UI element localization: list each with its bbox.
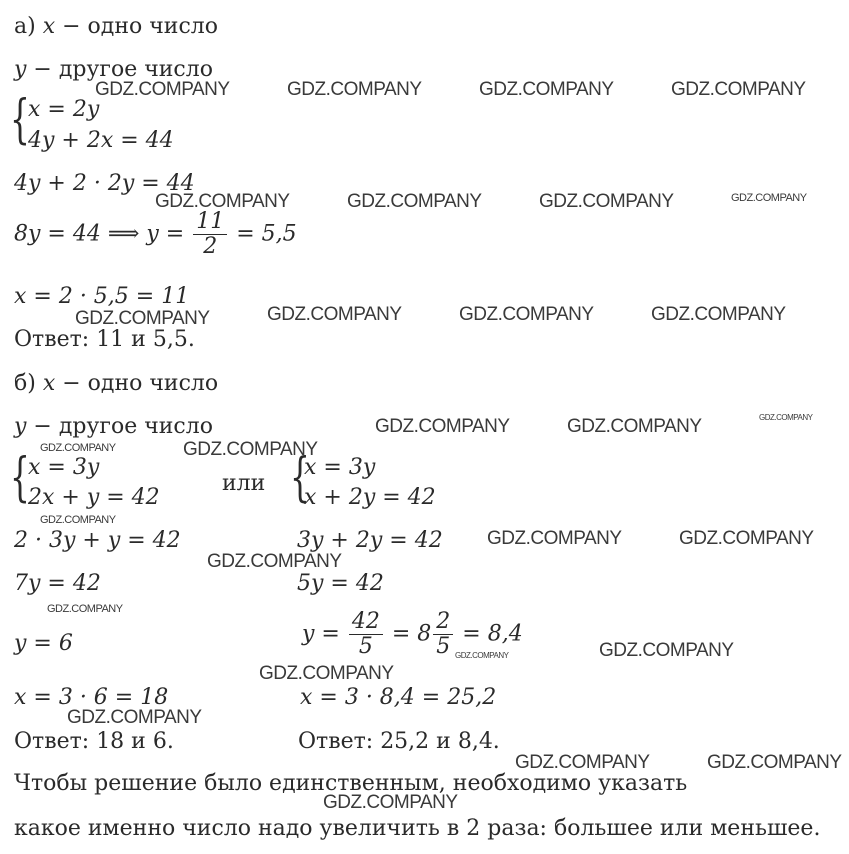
watermark: GDZ.COMPANY bbox=[651, 304, 786, 325]
mixed-fraction bbox=[433, 610, 453, 659]
part-a-step2-right: = 5,5 bbox=[236, 221, 297, 247]
watermark: GDZ.COMPANY bbox=[671, 79, 806, 100]
watermark: GDZ.COMPANY bbox=[599, 640, 734, 661]
var-y: y bbox=[14, 57, 27, 82]
part-b-right-step4: x = 3 · 8,4 = 25,2 bbox=[300, 685, 497, 710]
part-a-line2-text: − другое число bbox=[26, 57, 213, 82]
watermark: GDZ.COMPANY bbox=[707, 752, 842, 773]
watermark: GDZ.COMPANY bbox=[679, 528, 814, 549]
watermark: GDZ.COMPANY bbox=[759, 413, 813, 422]
part-a-label: а) bbox=[14, 14, 36, 39]
part-b-left-step3: y = 6 bbox=[14, 631, 73, 656]
part-a-system-eq1: x = 2y bbox=[28, 97, 100, 122]
part-b-left-step1: 2 · 3y + y = 42 bbox=[14, 528, 181, 553]
watermark: GDZ.COMPANY bbox=[259, 663, 394, 684]
part-b-right-system-eq2: x + 2y = 42 bbox=[304, 485, 436, 510]
part-a-step1: 4y + 2 · 2y = 44 bbox=[14, 171, 195, 196]
watermark: GDZ.COMPANY bbox=[40, 514, 116, 526]
watermark: GDZ.COMPANY bbox=[40, 442, 116, 454]
watermark: GDZ.COMPANY bbox=[455, 651, 509, 660]
part-b-line2-text: − другое число bbox=[26, 414, 213, 439]
part-b-right-step3-mid: = 8 bbox=[391, 621, 432, 647]
watermark: GDZ.COMPANY bbox=[479, 79, 614, 100]
var-x: x bbox=[42, 371, 56, 396]
fraction bbox=[193, 210, 227, 259]
part-a-system-eq2: 4y + 2x = 44 bbox=[28, 128, 174, 153]
part-b-right-step3-left: y = bbox=[302, 621, 340, 647]
part-b-right-step2: 5y = 42 bbox=[297, 571, 384, 596]
part-b-left-system-eq1: x = 3y bbox=[28, 455, 100, 480]
fraction-denominator: 5 bbox=[436, 634, 451, 659]
fraction-denominator: 5 bbox=[358, 634, 373, 659]
fraction-denominator: 2 bbox=[203, 234, 218, 259]
watermark: GDZ.COMPANY bbox=[47, 603, 123, 615]
system-brace: { bbox=[10, 90, 30, 150]
part-a-step2-left: 8y = 44 ⟹ y = bbox=[14, 221, 185, 247]
watermark: GDZ.COMPANY bbox=[183, 439, 318, 460]
part-b-left-answer: Ответ: 18 и 6. bbox=[14, 729, 174, 754]
fraction-numerator: 11 bbox=[193, 210, 227, 235]
fraction-numerator: 42 bbox=[349, 610, 383, 635]
part-a-answer: Ответ: 11 и 5,5. bbox=[14, 327, 195, 352]
part-b-label: б) bbox=[14, 371, 36, 396]
part-b-line1-text: − одно число bbox=[55, 371, 219, 396]
watermark: GDZ.COMPANY bbox=[375, 416, 510, 437]
system-brace: { bbox=[290, 448, 310, 508]
watermark: GDZ.COMPANY bbox=[459, 304, 594, 325]
part-a-step2 bbox=[14, 210, 297, 259]
watermark: GDZ.COMPANY bbox=[95, 79, 230, 100]
watermark: GDZ.COMPANY bbox=[487, 528, 622, 549]
watermark: GDZ.COMPANY bbox=[207, 551, 342, 572]
watermark: GDZ.COMPANY bbox=[731, 192, 807, 204]
or-word: или bbox=[222, 471, 266, 496]
part-b-left-system-eq2: 2x + y = 42 bbox=[28, 485, 160, 510]
part-a-line1 bbox=[14, 14, 218, 40]
part-b-right-step1: 3y + 2y = 42 bbox=[297, 528, 443, 553]
part-b-left-step2: 7y = 42 bbox=[14, 571, 101, 596]
watermark: GDZ.COMPANY bbox=[539, 191, 674, 212]
watermark: GDZ.COMPANY bbox=[287, 79, 422, 100]
part-b-left-step4: x = 3 · 6 = 18 bbox=[14, 685, 169, 710]
var-x: x bbox=[42, 14, 56, 39]
part-b-right-step3-right: = 8,4 bbox=[462, 621, 523, 647]
watermark: GDZ.COMPANY bbox=[155, 191, 290, 212]
watermark: GDZ.COMPANY bbox=[267, 304, 402, 325]
fraction bbox=[349, 610, 383, 659]
fraction-numerator: 2 bbox=[433, 610, 453, 635]
watermark: GDZ.COMPANY bbox=[515, 752, 650, 773]
watermark: GDZ.COMPANY bbox=[75, 308, 210, 329]
watermark: GDZ.COMPANY bbox=[67, 707, 202, 728]
part-b-line2 bbox=[14, 414, 213, 440]
watermark: GDZ.COMPANY bbox=[323, 792, 458, 813]
part-a-line1-text: − одно число bbox=[55, 14, 218, 39]
conclusion-line2: какое именно число надо увеличить в 2 раза: большее или меньшее. bbox=[14, 816, 821, 841]
system-brace: { bbox=[10, 448, 30, 508]
part-b-line1 bbox=[14, 371, 218, 397]
conclusion-line1: Чтобы решение было единственным, необходимо указать bbox=[14, 771, 688, 796]
watermark: GDZ.COMPANY bbox=[347, 191, 482, 212]
part-b-right-answer: Ответ: 25,2 и 8,4. bbox=[298, 729, 500, 754]
var-y: y bbox=[14, 414, 27, 439]
part-b-right-system-eq1: x = 3y bbox=[304, 455, 376, 480]
part-a-step3: x = 2 · 5,5 = 11 bbox=[14, 284, 190, 309]
watermark: GDZ.COMPANY bbox=[567, 416, 702, 437]
